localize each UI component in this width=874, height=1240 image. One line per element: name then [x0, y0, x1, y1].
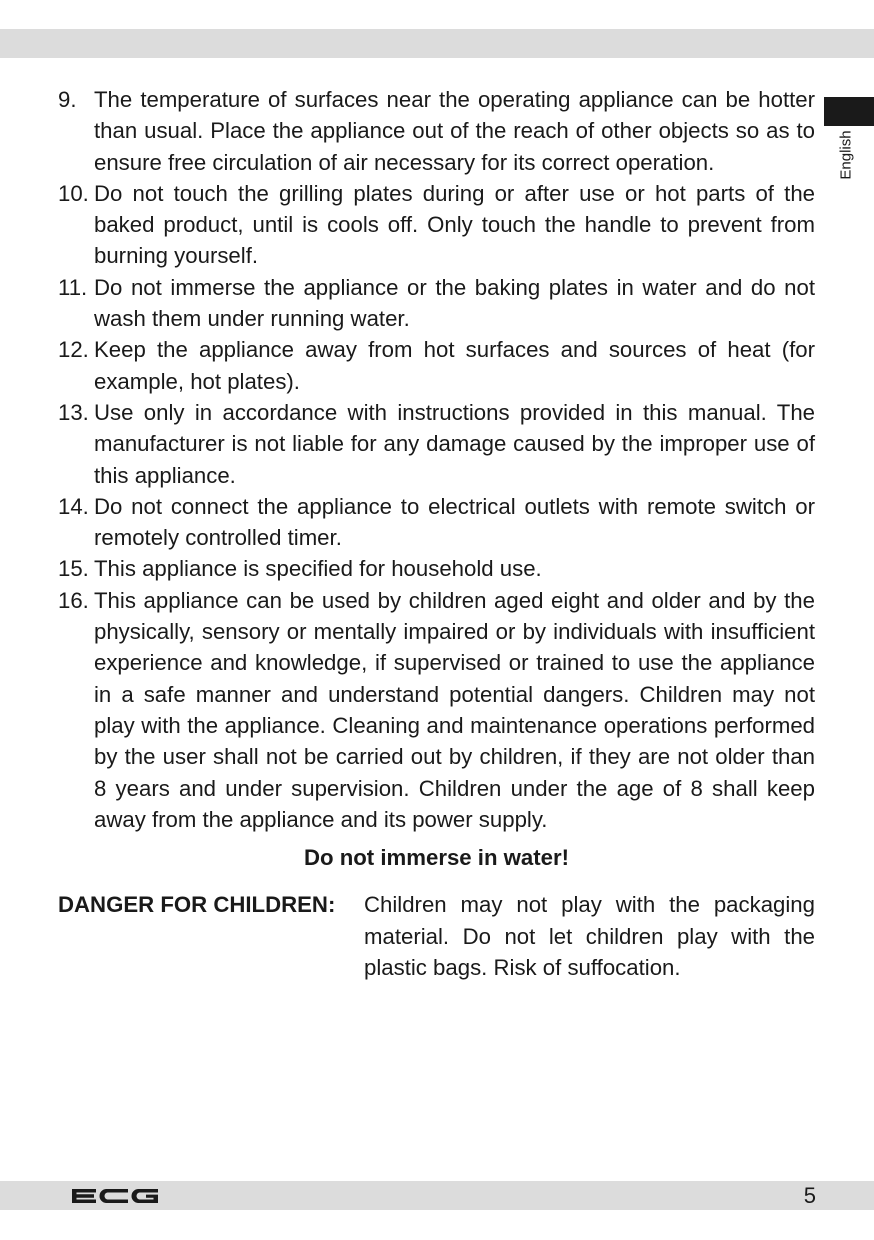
item-text: Do not immerse the appliance or the baking plates in water and do not wash them under running water.	[94, 274, 815, 332]
safety-instructions	[58, 84, 815, 983]
item-text: This appliance is specified for household use.	[94, 556, 542, 582]
item-number: 12.	[58, 337, 89, 363]
list-item	[58, 178, 815, 272]
item-number: 11.	[58, 274, 88, 300]
water-warning: Do not immerse in water!	[303, 845, 570, 871]
list-item	[58, 553, 815, 584]
language-label: English	[837, 130, 855, 180]
item-number: 13.	[58, 399, 89, 425]
item-number: 14.	[58, 493, 89, 519]
header-band	[0, 29, 874, 58]
item-number: 9.	[58, 87, 77, 112]
item-text: Do not touch the grilling plates during or after use or hot parts of the baked product, until is cools off. Only touch the handle to prevent from burning yourself.	[94, 180, 815, 269]
danger-notice	[58, 889, 815, 983]
list-item	[58, 397, 815, 491]
list-item	[58, 491, 815, 554]
ecg-logo-icon	[70, 1186, 160, 1206]
item-number: 10.	[58, 180, 89, 206]
item-text: The temperature of surfaces near the operating appliance can be hotter than usual. Place the appliance out of the reach of other objects so as to ensure free circulation of air necessary for its correct operation.	[94, 87, 815, 175]
list-item	[58, 272, 815, 335]
item-number: 15.	[58, 556, 89, 582]
list-item	[58, 585, 815, 835]
language-tab	[824, 97, 874, 126]
item-number: 16.	[58, 587, 89, 613]
item-text: This appliance can be used by children aged eight and older and by the physically, sensory or mentally impaired or by individuals with insufficient experience and knowledge, if supervised or trained to use the appliance in a safe manner and understand potential dangers. Children may not play with the appliance. Cleaning and maintenance operations performed by the user shall not be carried out by children, if they are not older than 8 years and under supervision. Children under the age of 8 shall keep away from the appliance and its power supply.	[94, 587, 815, 832]
item-text: Use only in accordance with instructions provided in this manual. The manufacturer is not liable for any damage caused by the improper use of this appliance.	[94, 399, 815, 488]
list-item	[58, 334, 815, 397]
item-text: Keep the appliance away from hot surfaces and sources of heat (for example, hot plates).	[94, 337, 815, 394]
danger-label: DANGER FOR CHILDREN:	[58, 892, 336, 918]
page-number: 5	[803, 1183, 816, 1208]
list-item	[58, 84, 815, 178]
item-text: Do not connect the appliance to electrical outlets with remote switch or remotely controlled timer.	[94, 493, 815, 551]
danger-text: Children may not play with the packaging material. Do not let children play with the plastic bags. Risk of suffocation.	[364, 892, 815, 981]
